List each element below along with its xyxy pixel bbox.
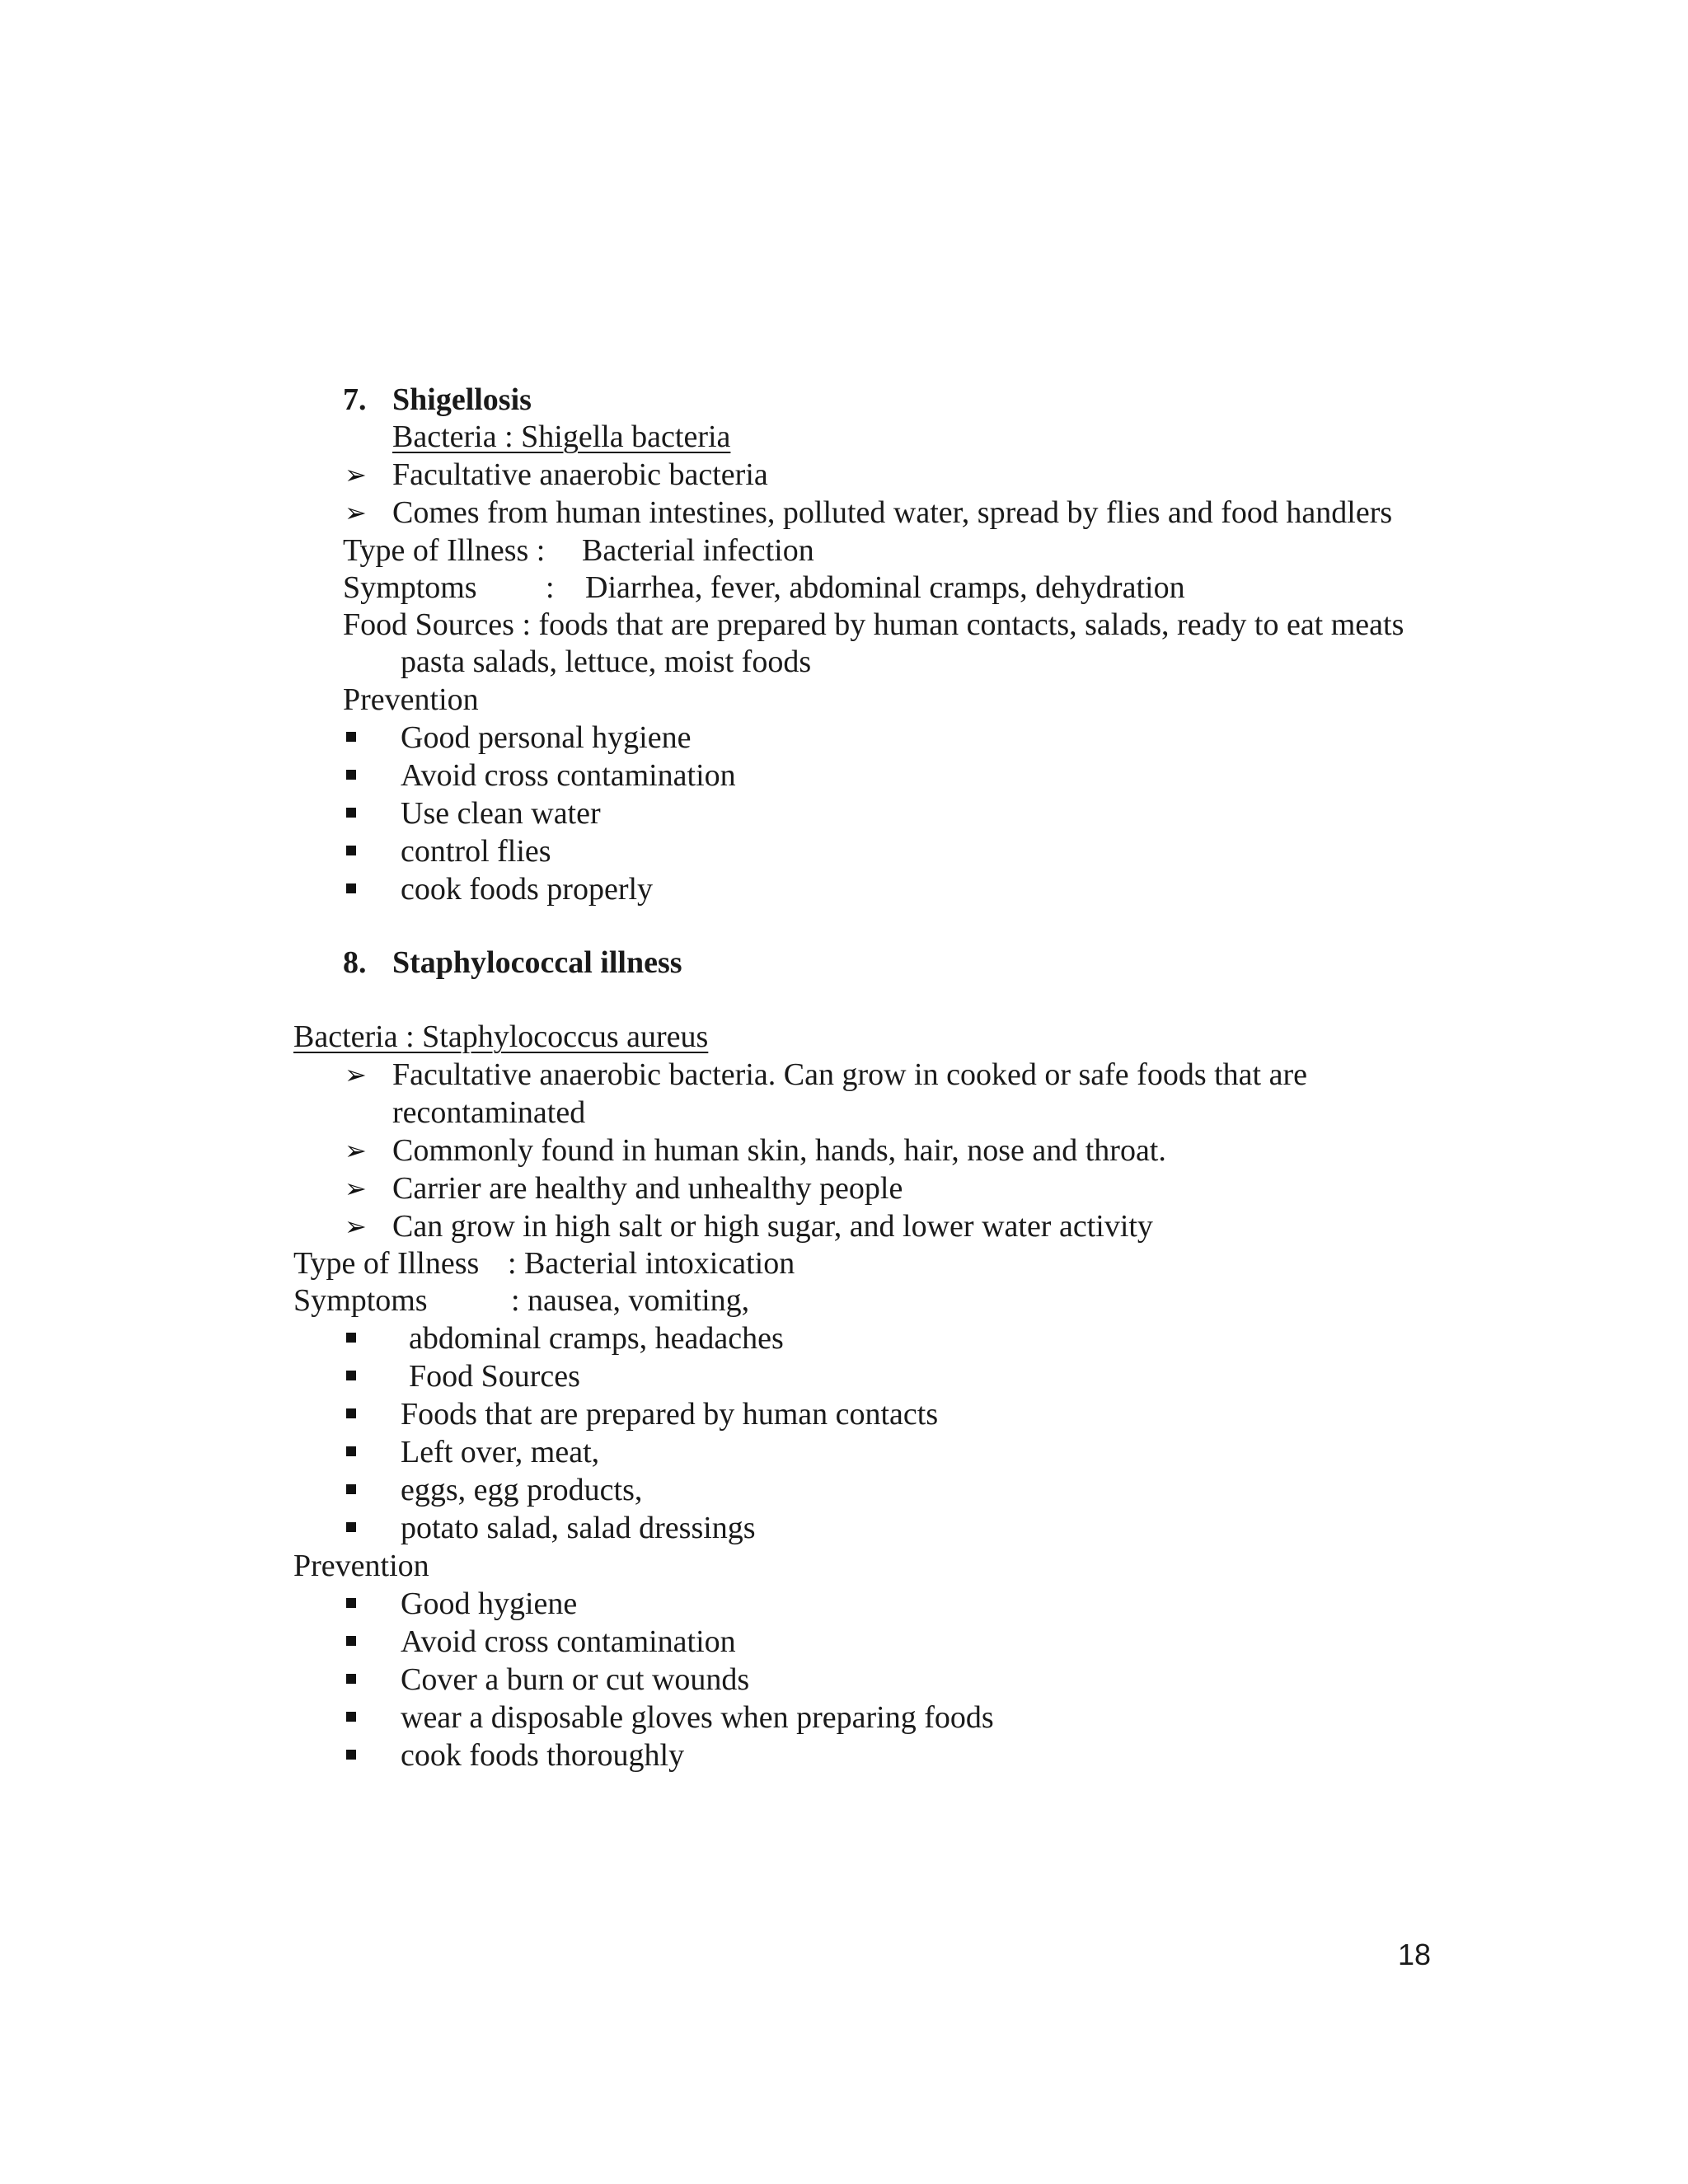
section-8-number: 8.: [343, 945, 367, 980]
section-7-prevention-item: cook foods properly: [401, 872, 654, 907]
arrow-bullet-icon: ➢: [345, 1135, 367, 1166]
section-7-title: Shigellosis: [392, 382, 532, 417]
square-bullet-icon: [346, 1371, 356, 1380]
arrow-bullet-icon: ➢: [345, 1059, 367, 1090]
section-8-prevention-item: Good hygiene: [401, 1586, 578, 1621]
section-7-illness-label: Type of Illness :: [343, 533, 546, 568]
section-7-prevention-item: control flies: [401, 834, 551, 869]
section-7-illness-value: Bacterial infection: [582, 533, 814, 568]
square-bullet-icon: [346, 808, 356, 818]
section-8-prevention-item: Cover a burn or cut wounds: [401, 1662, 750, 1697]
section-7-symptoms-value: Diarrhea, fever, abdominal cramps, dehydration: [585, 570, 1185, 605]
section-8-title: Staphylococcal illness: [392, 945, 682, 980]
page-number: 18: [1398, 1938, 1432, 1971]
square-bullet-icon: [346, 1333, 356, 1343]
square-bullet-icon: [346, 883, 356, 893]
section-7-prevention-item: Avoid cross contamination: [401, 758, 736, 793]
section-8-symptom-item: abdominal cramps, headaches: [409, 1321, 784, 1356]
section-8-prevention-item: wear a disposable gloves when preparing foods: [401, 1700, 994, 1735]
section-8-symptoms-value: : nausea, vomiting,: [511, 1283, 750, 1318]
section-8-prevention-item: Avoid cross contamination: [401, 1624, 736, 1659]
section-7-symptoms-label: Symptoms: [343, 570, 477, 605]
square-bullet-icon: [346, 732, 356, 742]
square-bullet-icon: [346, 1598, 356, 1608]
square-bullet-icon: [346, 1750, 356, 1760]
section-7-fact: Facultative anaerobic bacteria: [392, 457, 768, 492]
section-8-symptoms-label: Symptoms: [293, 1283, 428, 1318]
section-7-fact: Comes from human intestines, polluted water, spread by flies and food handlers: [392, 495, 1393, 530]
section-7-bacteria: Bacteria : Shigella bacteria: [392, 419, 731, 454]
arrow-bullet-icon: ➢: [345, 1211, 367, 1242]
section-8-illness-value: : Bacterial intoxication: [508, 1246, 795, 1281]
section-8-symptom-item: eggs, egg products,: [401, 1473, 643, 1507]
square-bullet-icon: [346, 770, 356, 780]
arrow-bullet-icon: ➢: [345, 497, 367, 528]
section-8-fact: Commonly found in human skin, hands, hair, nose and throat.: [392, 1133, 1166, 1168]
section-8-fact: Facultative anaerobic bacteria. Can grow in cooked or safe foods that are: [392, 1057, 1307, 1092]
section-7-number: 7.: [343, 382, 367, 417]
arrow-bullet-icon: ➢: [345, 459, 367, 490]
section-8-symptom-item: potato salad, salad dressings: [401, 1511, 756, 1545]
section-8-symptom-item: Food Sources: [409, 1359, 580, 1394]
square-bullet-icon: [346, 1636, 356, 1646]
square-bullet-icon: [346, 846, 356, 855]
square-bullet-icon: [346, 1522, 356, 1532]
section-7-symptoms-colon: :: [546, 570, 555, 605]
arrow-bullet-icon: ➢: [345, 1173, 367, 1204]
section-7-prevention-item: Good personal hygiene: [401, 720, 692, 755]
section-8-fact-cont: recontaminated: [392, 1095, 586, 1130]
section-8-prevention-label: Prevention: [293, 1549, 429, 1583]
section-7-food-sources-cont: pasta salads, lettuce, moist foods: [401, 644, 812, 679]
section-8-fact: Can grow in high salt or high sugar, and lower water activity: [392, 1209, 1153, 1244]
section-8-prevention-item: cook foods thoroughly: [401, 1738, 685, 1773]
section-8-fact: Carrier are healthy and unhealthy people: [392, 1171, 903, 1206]
square-bullet-icon: [346, 1484, 356, 1494]
square-bullet-icon: [346, 1446, 356, 1456]
square-bullet-icon: [346, 1408, 356, 1418]
section-8-bacteria: Bacteria : Staphylococcus aureus: [293, 1019, 709, 1054]
section-8-illness-label: Type of Illness: [293, 1246, 480, 1281]
square-bullet-icon: [346, 1712, 356, 1722]
section-8-symptom-item: Foods that are prepared by human contacts: [401, 1397, 939, 1432]
section-8-symptom-item: Left over, meat,: [401, 1435, 600, 1469]
section-7-food-sources: Food Sources : foods that are prepared by human contacts, salads, ready to eat meats: [343, 607, 1404, 642]
square-bullet-icon: [346, 1674, 356, 1684]
section-7-prevention-label: Prevention: [343, 682, 479, 717]
section-7-prevention-item: Use clean water: [401, 796, 601, 831]
